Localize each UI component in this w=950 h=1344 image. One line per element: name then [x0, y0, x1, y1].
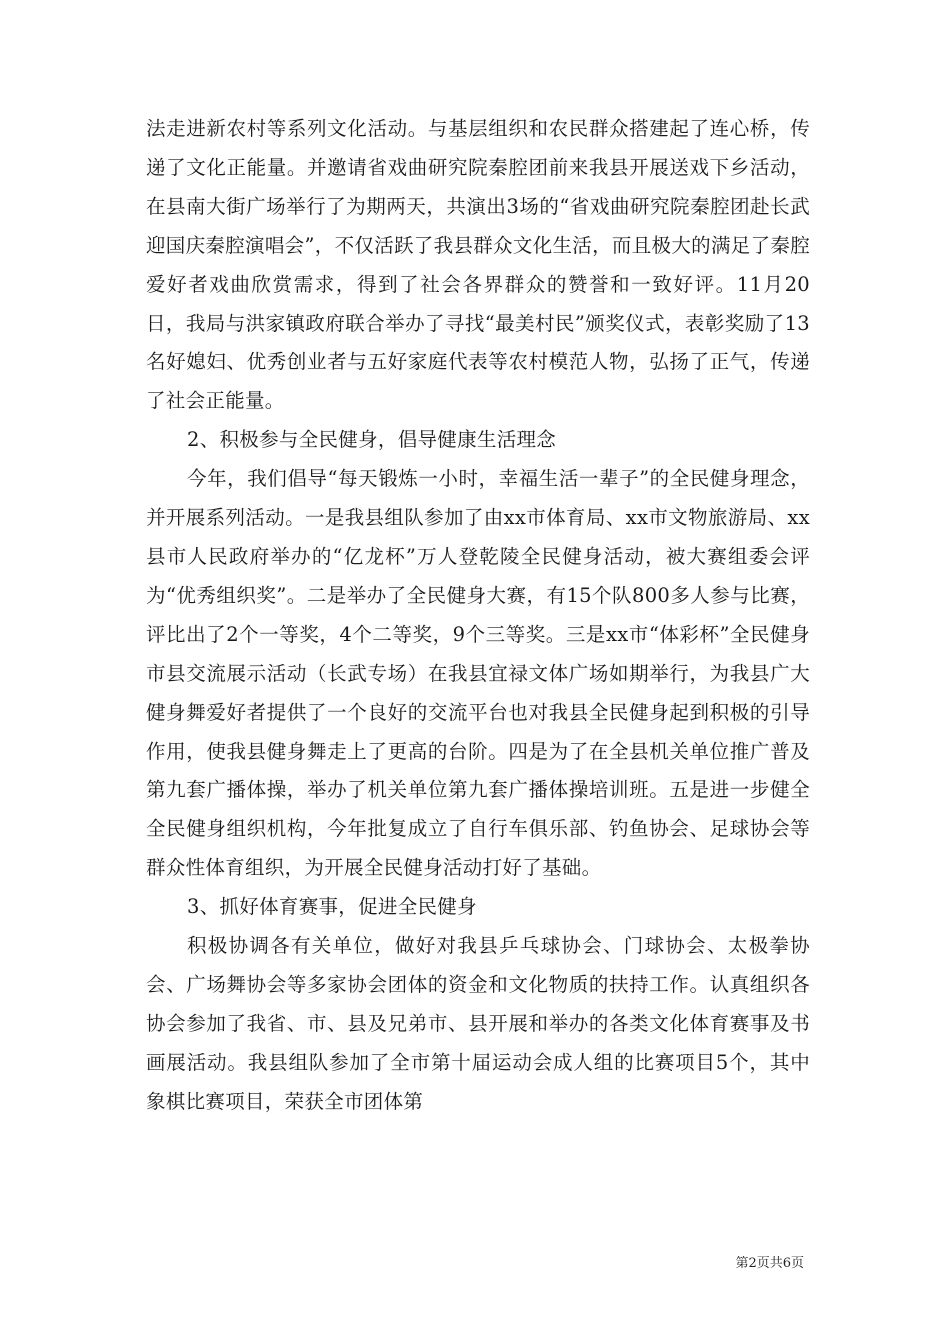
- body-paragraph-1: 法走进新农村等系列文化活动。与基层组织和农民群众搭建起了连心桥，传递了文化正能量。并邀请省戏曲研究院秦腔团前来我县开展送戏下乡活动，在县南大街广场举行了为期两天，共演出3场的“省戏曲研究院秦腔团赴长武迎国庆秦腔演唱会”，不仅活跃了我县群众文化生活，而且极大的满足了秦腔爱好者戏曲欣赏需求，得到了社会各界群众的赞誉和一致好评。11月20日，我局与洪家镇政府联合举办了寻找“最美村民”颁奖仪式，表彰奖励了13名好媳妇、优秀创业者与五好家庭代表等农村模范人物，弘扬了正气，传递了社会正能量。: [146, 117, 810, 413]
- document-body: [146, 110, 810, 1122]
- section-heading-2: 2、积极参与全民健身，倡导健康生活理念: [187, 428, 557, 452]
- page-number: 第2页共6页: [735, 1256, 804, 1271]
- body-paragraph-2: 今年，我们倡导“每天锻炼一小时，幸福生活一辈子”的全民健身理念，并开展系列活动。一是我县组队参加了由xx市体育局、xx市文物旅游局、xx县市人民政府举办的“亿龙杯”万人登乾陵全民健身活动，被大赛组委会评为“优秀组织奖”。二是举办了全民健身大赛，有15个队800多人参与比赛，评比出了2个一等奖，4个二等奖，9个三等奖。三是xx市“体彩杯”全民健身市县交流展示活动（长武专场）在我县宜禄文体广场如期举行，为我县广大健身舞爱好者提供了一个良好的交流平台也对我县全民健身起到积极的引导作用，使我县健身舞走上了更高的台阶。四是为了在全县机关单位推广普及第九套广播体操，举办了机关单位第九套广播体操培训班。五是进一步健全全民健身组织机构，今年批复成立了自行车俱乐部、钓鱼协会、足球协会等群众性体育组织，为开展全民健身活动打好了基础。: [146, 467, 810, 880]
- section-heading-3: 3、抓好体育赛事，促进全民健身: [187, 895, 477, 919]
- body-paragraph-3: 积极协调各有关单位，做好对我县乒乓球协会、门球协会、太极拳协会、广场舞协会等多家协会团体的资金和文化物质的扶持工作。认真组织各协会参加了我省、市、县及兄弟市、县开展和举办的各类文化体育赛事及书画展活动。我县组队参加了全市第十届运动会成人组的比赛项目5个，其中象棋比赛项目，荣获全市团体第: [146, 934, 810, 1113]
